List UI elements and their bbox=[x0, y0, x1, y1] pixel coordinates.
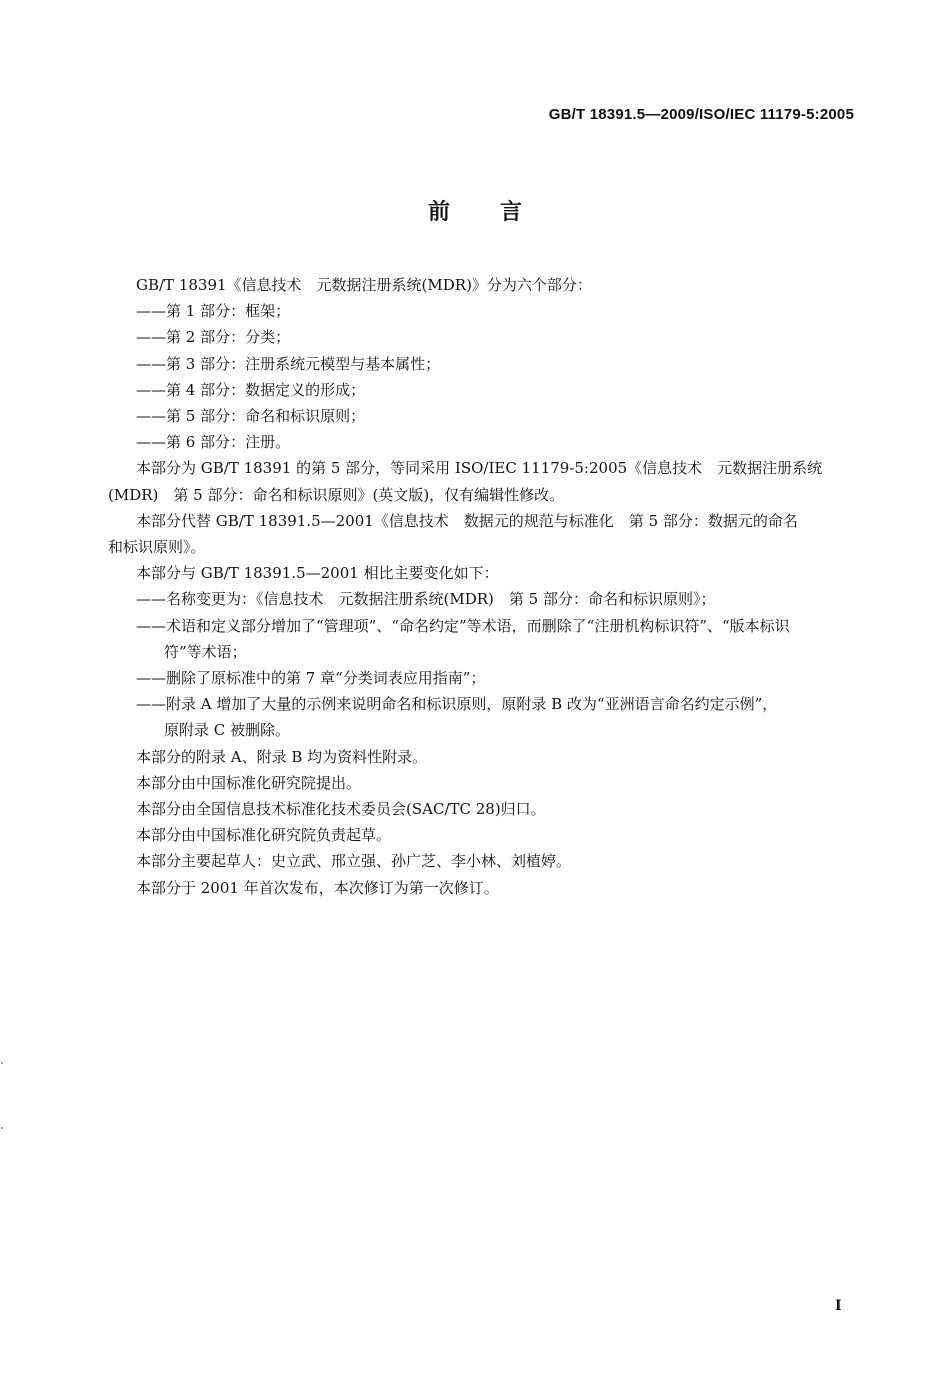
change-item: ——名称变更为：《信息技术 元数据注册系统(MDR) 第 5 部分：命名和标识原则》； bbox=[136, 590, 716, 609]
part-list-item: ——第 2 部分：分类； bbox=[136, 328, 291, 347]
replaces-paragraph-line1: 本部分代替 GB/T 18391.5—2001《信息技术 数据元的规范与标准化 第 5 部分：数据元的命名 bbox=[136, 511, 798, 530]
closing-paragraph: 本部分由全国信息技术标准化技术委员会(SAC/TC 28)归口。 bbox=[136, 800, 546, 819]
adoption-paragraph-line2: (MDR) 第 5 部分：命名和标识原则》(英文版)，仅有编辑性修改。 bbox=[108, 485, 565, 504]
replaces-paragraph-line2: 和标识原则》。 bbox=[108, 538, 206, 557]
part-list-item: ——第 4 部分：数据定义的形成； bbox=[136, 380, 366, 399]
change-item: ——删除了原标准中的第 7 章“分类词表应用指南”； bbox=[136, 669, 486, 688]
part-list-item: ——第 5 部分：命名和标识原则； bbox=[136, 407, 366, 426]
closing-paragraph: 本部分主要起草人：史立武、邢立强、孙广芝、李小林、刘植婷。 bbox=[136, 852, 572, 871]
page-number: I bbox=[835, 1298, 842, 1314]
change-item-continuation: 符”等术语； bbox=[164, 642, 247, 661]
closing-paragraph: 本部分由中国标准化研究院负责起草。 bbox=[136, 826, 392, 845]
change-item: ——附录 A 增加了大量的示例来说明命名和标识原则，原附录 B 改为“亚洲语言命名约定示例”， bbox=[136, 695, 778, 714]
scan-artifact bbox=[1, 1127, 3, 1129]
change-item: ——术语和定义部分增加了“管理项”、“命名约定”等术语，而删除了“注册机构标识符”、“版本标识 bbox=[136, 616, 790, 635]
part-list-item: ——第 1 部分：框架； bbox=[136, 302, 291, 321]
part-list-item: ——第 3 部分：注册系统元模型与基本属性； bbox=[136, 354, 441, 373]
foreword-body bbox=[108, 272, 860, 901]
closing-paragraph: 本部分的附录 A、附录 B 均为资料性附录。 bbox=[136, 747, 428, 766]
part-list-item: ——第 6 部分：注册。 bbox=[136, 433, 291, 452]
page-title: 前言 bbox=[427, 200, 572, 225]
scan-artifact bbox=[1, 1062, 3, 1064]
intro-paragraph: GB/T 18391《信息技术 元数据注册系统(MDR)》分为六个部分： bbox=[136, 276, 592, 294]
changes-intro: 本部分与 GB/T 18391.5—2001 相比主要变化如下： bbox=[136, 564, 499, 583]
change-item-continuation: 原附录 C 被删除。 bbox=[164, 721, 291, 740]
standard-code-header: GB/T 18391.5—2009/ISO/IEC 11179-5:2005 bbox=[548, 106, 854, 123]
closing-paragraph: 本部分由中国标准化研究院提出。 bbox=[136, 773, 362, 792]
closing-paragraph: 本部分于 2001 年首次发布，本次修订为第一次修订。 bbox=[136, 878, 499, 897]
adoption-paragraph-line1: 本部分为 GB/T 18391 的第 5 部分，等同采用 ISO/IEC 11179-5:2005《信息技术 元数据注册系统 bbox=[136, 459, 823, 478]
